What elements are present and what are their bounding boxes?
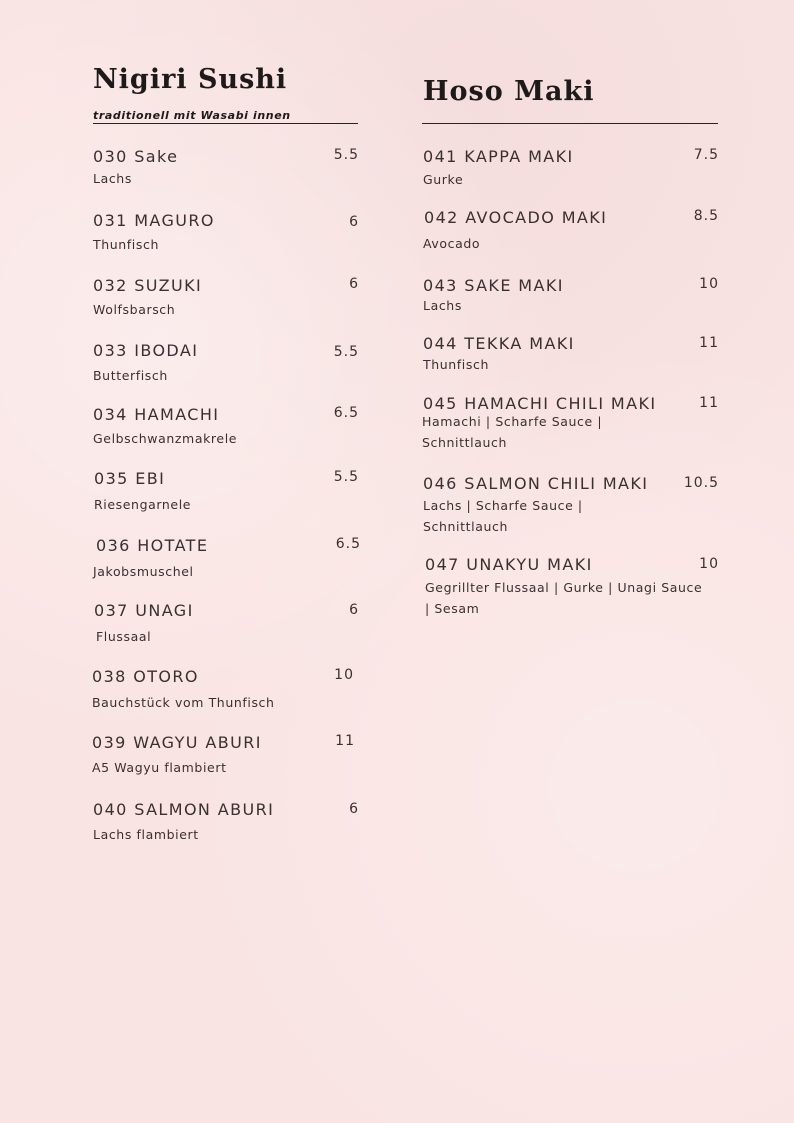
item-price: 11 [699, 335, 719, 351]
item-name: 045 HAMACHI CHILI MAKI [423, 394, 657, 413]
item-name: 031 MAGURO [93, 211, 215, 230]
item-name: 040 SALMON ABURI [93, 800, 275, 819]
item-description: Wolfsbarsch [93, 302, 176, 317]
item-description: Gurke [423, 172, 464, 187]
item-description: Gelbschwanzmakrele [93, 431, 238, 446]
item-price: 10 [334, 667, 354, 683]
item-price: 10 [699, 276, 719, 292]
item-description: Hamachi | Scharfe Sauce | Schnittlauch [422, 414, 603, 450]
item-name: 043 SAKE MAKI [423, 276, 564, 295]
nigiri-divider [93, 123, 358, 124]
item-name: 030 Sake [93, 147, 179, 166]
item-description: Avocado [423, 236, 481, 251]
item-name: 034 HAMACHI [93, 405, 220, 424]
item-name: 044 TEKKA MAKI [423, 334, 575, 353]
hoso-maki-title: Hoso Maki [423, 76, 595, 107]
item-price: 10 [699, 556, 719, 572]
item-price: 6.5 [333, 405, 359, 421]
nigiri-subtitle: traditionell mit Wasabi innen [93, 109, 291, 122]
item-name: 036 HOTATE [96, 536, 209, 555]
item-name: 046 SALMON CHILI MAKI [423, 474, 649, 493]
item-description: Lachs [93, 171, 132, 186]
item-description: Flussaal [96, 629, 152, 644]
item-price: 10.5 [683, 475, 719, 491]
item-price: 6 [349, 214, 359, 230]
item-description: Thunfisch [423, 357, 489, 372]
item-name: 042 AVOCADO MAKI [424, 208, 608, 227]
item-description: Jakobsmuschel [93, 564, 194, 579]
item-name: 038 OTORO [92, 667, 199, 686]
item-price: 11 [335, 733, 355, 749]
item-name: 035 EBI [94, 469, 166, 488]
item-name: 047 UNAKYU MAKI [425, 555, 593, 574]
item-description: Butterfisch [93, 368, 168, 383]
item-description: Gegrillter Flussaal | Gurke | Unagi Sauce | Sesam [425, 580, 703, 616]
item-description: A5 Wagyu flambiert [92, 760, 227, 775]
item-price: 6.5 [335, 536, 361, 552]
item-price: 6 [349, 276, 359, 292]
item-price: 5.5 [333, 344, 359, 360]
item-name: 039 WAGYU ABURI [92, 733, 262, 752]
item-name: 033 IBODAI [93, 341, 199, 360]
item-name: 041 KAPPA MAKI [423, 147, 574, 166]
item-price: 6 [349, 602, 359, 618]
item-price: 7.5 [693, 147, 719, 163]
hoso-maki-divider [422, 123, 718, 124]
item-description: Lachs | Scharfe Sauce | Schnittlauch [423, 498, 583, 534]
item-description: Riesengarnele [94, 497, 192, 512]
item-description: Bauchstück vom Thunfisch [92, 695, 275, 710]
item-price: 6 [349, 801, 359, 817]
item-name: 037 UNAGI [94, 601, 194, 620]
nigiri-title: Nigiri Sushi [93, 64, 288, 95]
item-description: Lachs [423, 298, 462, 313]
item-description: Lachs flambiert [93, 827, 199, 842]
item-description: Thunfisch [93, 237, 159, 252]
item-price: 11 [699, 395, 719, 411]
item-price: 8.5 [693, 208, 719, 224]
item-price: 5.5 [333, 147, 359, 163]
item-price: 5.5 [333, 469, 359, 485]
item-name: 032 SUZUKI [93, 276, 203, 295]
